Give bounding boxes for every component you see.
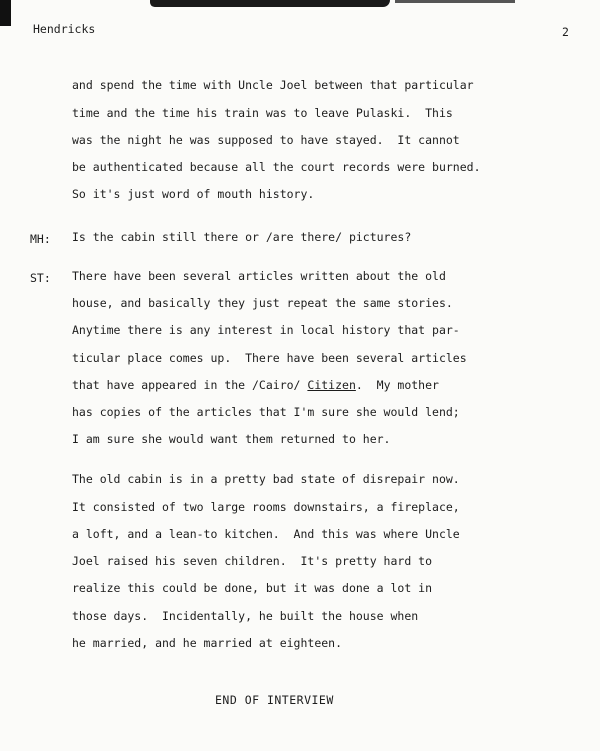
- para1-line: was the night he was supposed to have stayed. It cannot: [72, 133, 460, 147]
- para1-line: be authenticated because all the court records were burned.: [72, 160, 481, 174]
- answer-line: There have been several articles written about the old: [72, 269, 446, 283]
- answer-line-end: . My mother: [355, 378, 439, 392]
- answer-line: ticular place comes up. There have been several articles: [72, 351, 467, 365]
- para3-line: those days. Incidentally, he built the house when: [72, 609, 419, 623]
- para3-line: It consisted of two large rooms downstairs, a fireplace,: [72, 500, 460, 514]
- para3-line: The old cabin is in a pretty bad state of disrepair now.: [72, 472, 460, 486]
- para1-line: time and the time his train was to leave Pulaski. This: [72, 106, 453, 120]
- speaker-label: ST:: [30, 271, 51, 285]
- answer-line: has copies of the articles that I'm sure she would lend;: [72, 405, 460, 419]
- answer-line-start: that have appeared in the /Cairo/: [72, 378, 308, 392]
- para3-line: a loft, and a lean-to kitchen. And this was where Uncle: [72, 527, 460, 541]
- answer-line-with-title: [72, 380, 439, 392]
- page-number: 2: [562, 25, 569, 39]
- para3-line: he married, and he married at eighteen.: [72, 636, 343, 650]
- scan-top-artifact: [0, 0, 600, 12]
- answer-line: house, and basically they just repeat the same stories.: [72, 296, 453, 310]
- question-text: Is the cabin still there or /are there/ pictures?: [72, 230, 412, 244]
- para1-line: So it's just word of mouth history.: [72, 187, 315, 201]
- para3-line: Joel raised his seven children. It's pretty hard to: [72, 554, 433, 568]
- answer-line: Anytime there is any interest in local history that par-: [72, 323, 460, 337]
- page-header-name: Hendricks: [33, 22, 96, 36]
- para3-line: realize this could be done, but it was done a lot in: [72, 581, 433, 595]
- speaker-label: MH:: [30, 232, 51, 246]
- end-of-interview: END OF INTERVIEW: [215, 693, 334, 707]
- answer-line: I am sure she would want them returned to her.: [72, 432, 391, 446]
- newspaper-title: Citizen: [307, 378, 356, 392]
- para1-line: and spend the time with Uncle Joel between that particular: [72, 78, 474, 92]
